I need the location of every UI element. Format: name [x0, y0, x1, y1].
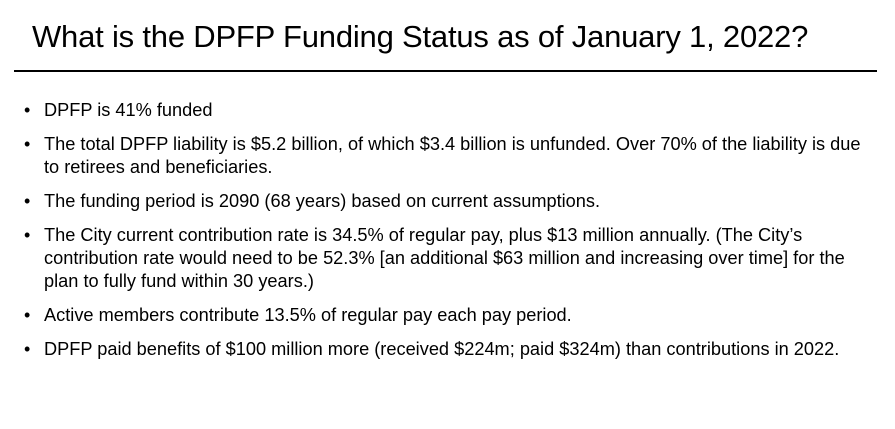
bullet-dot-icon: •: [24, 225, 31, 245]
bullet-text: DPFP is 41% funded: [44, 100, 213, 120]
bullet-list: [20, 99, 870, 372]
bullet-dot-icon: •: [24, 191, 31, 211]
bullet-dot-icon: •: [24, 339, 31, 359]
bullet-funded-percent: [20, 99, 870, 122]
bullet-text: The funding period is 2090 (68 years) based on current assumptions.: [44, 191, 601, 211]
title-divider: [14, 70, 877, 72]
bullet-total-liability: [20, 133, 870, 179]
bullet-text: Active members contribute 13.5% of regular pay each pay period.: [44, 305, 572, 325]
bullet-dot-icon: •: [24, 134, 31, 154]
slide-title: What is the DPFP Funding Status as of January 1, 2022?: [32, 19, 809, 54]
bullet-text: DPFP paid benefits of $100 million more (received $224m; paid $324m) than contributions in 2022.: [44, 339, 840, 359]
bullet-active-members: [20, 304, 870, 327]
bullet-dot-icon: •: [24, 100, 31, 120]
bullet-city-contribution: [20, 224, 870, 293]
bullet-benefits-paid: [20, 338, 870, 361]
bullet-text: The total DPFP liability is $5.2 billion, of which $3.4 billion is unfunded. Over 70% of the liability is due to retirees and beneficiaries.: [44, 134, 861, 177]
bullet-text: The City current contribution rate is 34.5% of regular pay, plus $13 million annually. (The City’s contribution rate would need to be 52.3% [an additional $63 million and increasing over time] for the plan to fully fund within 30 years.): [44, 225, 845, 291]
bullet-dot-icon: •: [24, 305, 31, 325]
bullet-funding-period: [20, 190, 870, 213]
